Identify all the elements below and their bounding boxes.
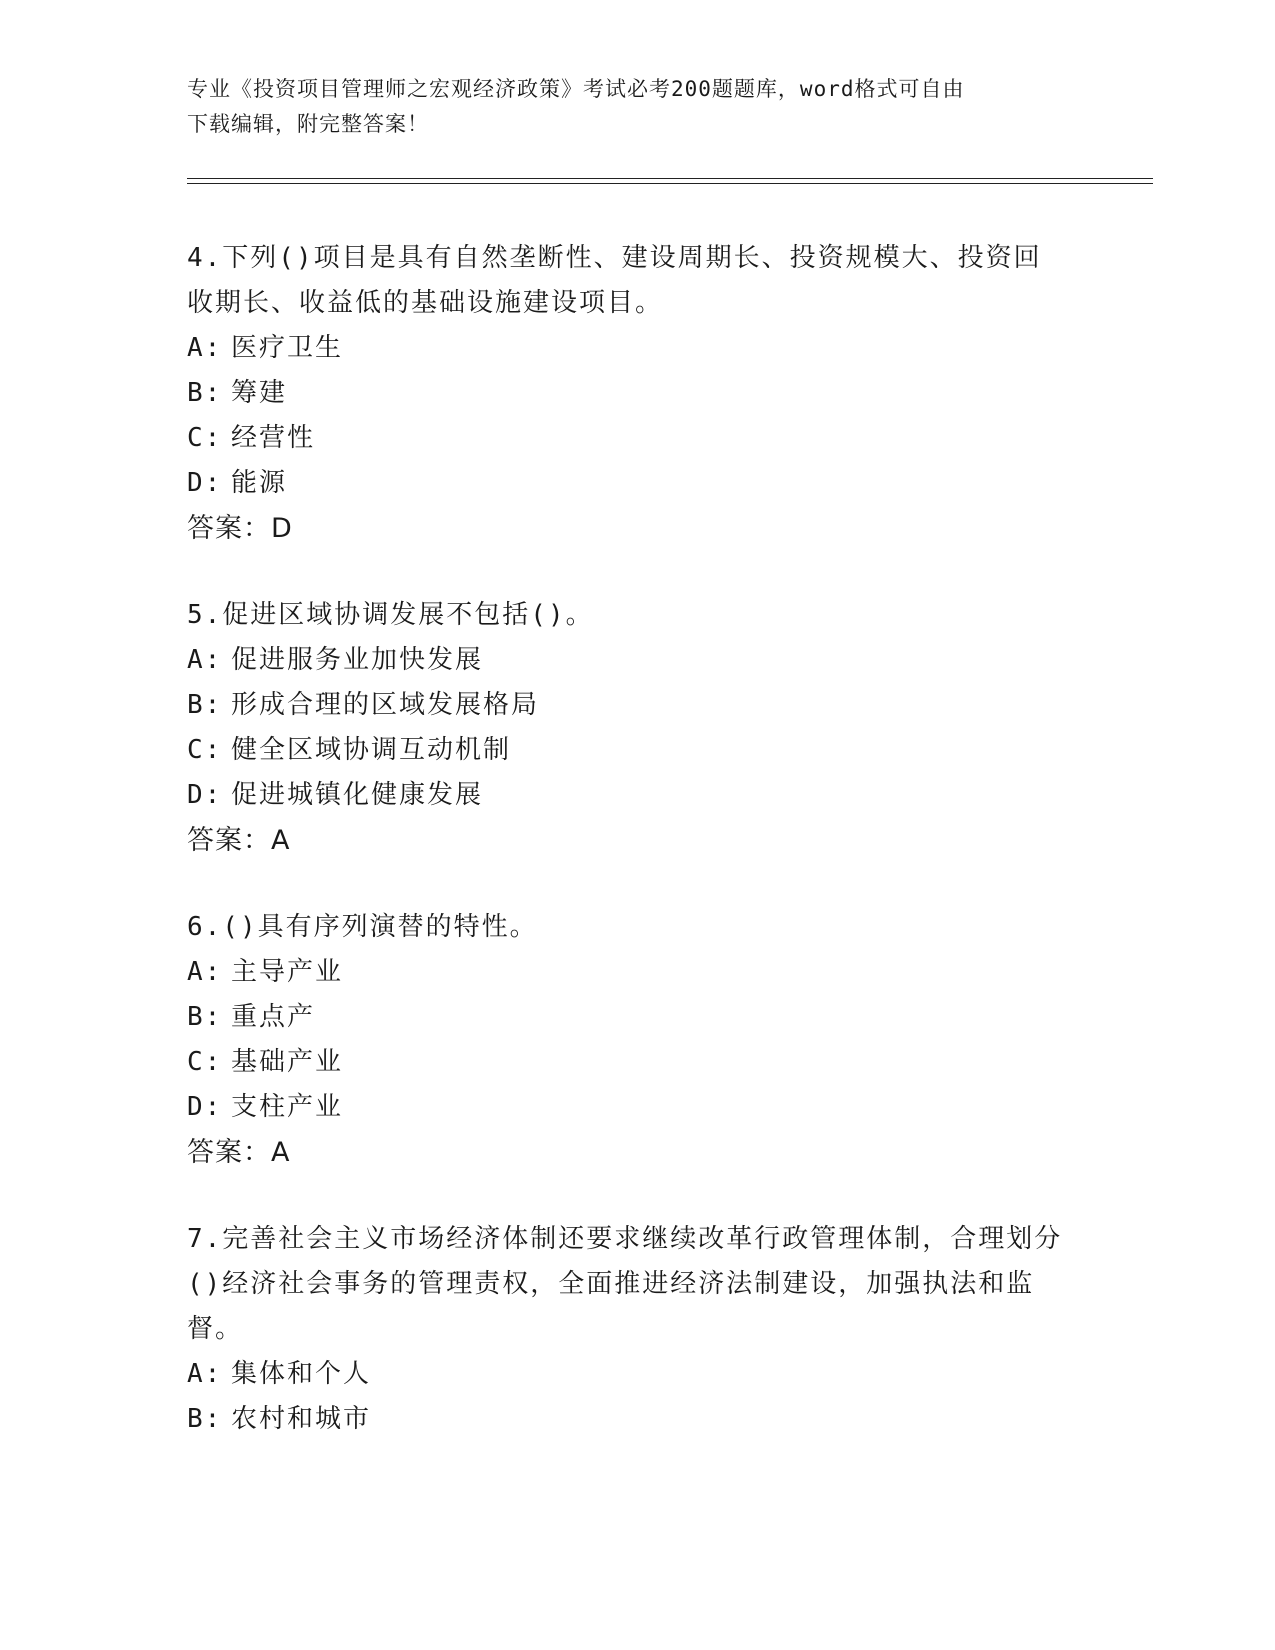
option-key: C: [187,423,223,453]
option-d [187,461,1067,506]
option-key: D: [187,780,223,810]
answer-text: 答案：A [187,825,291,856]
option-text: 筹建 [231,378,288,408]
document-header [187,72,1067,142]
option-key: B: [187,690,223,720]
option-c [187,728,1067,773]
option-text: 重点产 [231,1002,316,1032]
option-text: 健全区域协调互动机制 [231,735,512,765]
header-divider-top [187,178,1153,179]
option-b [187,683,1067,728]
option-text: 经营性 [231,423,316,453]
option-text: 医疗卫生 [231,333,344,363]
option-key: D: [187,1092,223,1122]
option-text: 形成合理的区域发展格局 [231,690,540,720]
option-b [187,1397,1067,1442]
answer-text: 答案：D [187,513,293,544]
option-key: A: [187,957,223,987]
answer-text: 答案：A [187,1137,291,1168]
header-line-2: 下载编辑，附完整答案！ [187,112,429,136]
option-text: 能源 [231,468,288,498]
option-text: 促进服务业加快发展 [231,645,484,675]
question-list [187,236,1067,1484]
header-divider-bottom [187,183,1153,184]
question-6 [187,905,1067,1175]
option-c [187,1040,1067,1085]
option-key: B: [187,1002,223,1032]
option-key: D: [187,468,223,498]
option-c [187,416,1067,461]
option-text: 农村和城市 [231,1404,372,1434]
option-a [187,950,1067,995]
option-b [187,371,1067,416]
option-text: 促进城镇化健康发展 [231,780,484,810]
option-key: B: [187,1404,223,1434]
option-text: 基础产业 [231,1047,344,1077]
question-text: 7.完善社会主义市场经济体制还要求继续改革行政管理体制，合理划分()经济社会事务的管理责权，全面推进经济法制建设，加强执法和监督。 [187,1224,1063,1344]
option-key: A: [187,333,223,363]
option-key: C: [187,735,223,765]
question-4 [187,236,1067,551]
option-text: 主导产业 [231,957,344,987]
option-key: B: [187,378,223,408]
option-a [187,638,1067,683]
option-d [187,773,1067,818]
header-line-1: 专业《投资项目管理师之宏观经济政策》考试必考200题题库，word格式可自由 [187,77,965,101]
option-a [187,326,1067,371]
option-key: C: [187,1047,223,1077]
option-text: 支柱产业 [231,1092,344,1122]
option-d [187,1085,1067,1130]
option-text: 集体和个人 [231,1359,372,1389]
option-key: A: [187,1359,223,1389]
option-key: A: [187,645,223,675]
question-text: 5.促进区域协调发展不包括()。 [187,600,594,630]
question-5 [187,593,1067,863]
option-a [187,1352,1067,1397]
option-b [187,995,1067,1040]
question-text: 4.下列()项目是具有自然垄断性、建设周期长、投资规模大、投资回收期长、收益低的基础设施建设项目。 [187,243,1042,318]
question-7 [187,1217,1067,1442]
question-text: 6.()具有序列演替的特性。 [187,912,538,942]
